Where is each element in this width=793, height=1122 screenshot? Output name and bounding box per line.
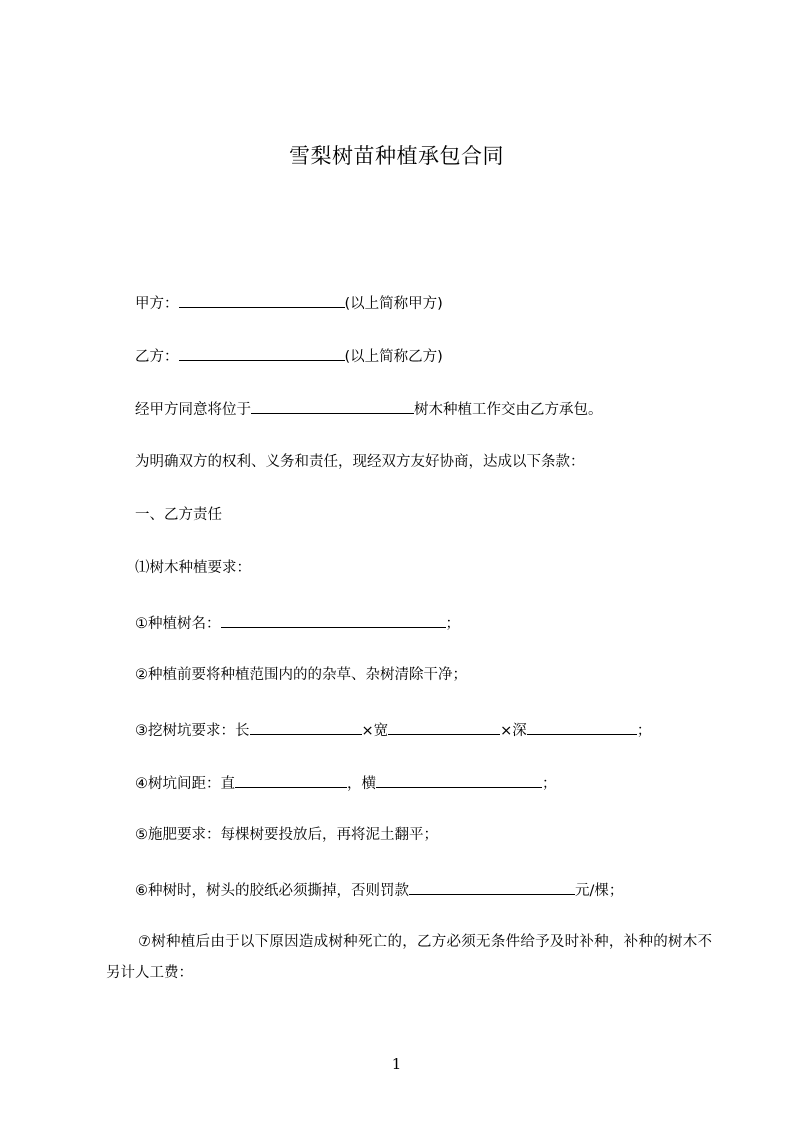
item-3 bbox=[135, 719, 651, 741]
item-1-prefix: ①种植树名： bbox=[135, 616, 221, 632]
intro-line bbox=[135, 398, 603, 420]
item-4 bbox=[135, 772, 557, 794]
intro-suffix: 树木种植工作交由乙方承包。 bbox=[414, 402, 603, 418]
width-blank bbox=[388, 719, 500, 735]
item-2: ②种植前要将种植范围内的的杂草、杂树清除干净； bbox=[135, 667, 467, 683]
party-b-blank bbox=[179, 345, 345, 361]
item-4-mid: ，横 bbox=[347, 776, 376, 792]
subsection-heading: ⑴树木种植要求： bbox=[135, 560, 251, 576]
item-3-suffix: ； bbox=[636, 723, 652, 739]
party-a-blank bbox=[179, 292, 345, 308]
tree-name-blank bbox=[221, 612, 446, 628]
item-1-suffix: ； bbox=[445, 616, 460, 632]
item-6-suffix: 元/棵； bbox=[575, 883, 624, 899]
item-3-prefix: ③挖树坑要求：长 bbox=[135, 723, 250, 739]
item-6 bbox=[135, 879, 623, 901]
item-3-depth-label: ×深 bbox=[500, 723, 527, 739]
section-heading: 一、乙方责任 bbox=[135, 507, 222, 523]
purpose-line: 为明确双方的权利、义务和责任，现经双方友好协商，达成以下条款： bbox=[135, 454, 585, 470]
item-5: ⑤施肥要求：每棵树要投放后，再将泥土翻平； bbox=[135, 827, 438, 843]
item-1 bbox=[135, 612, 460, 634]
location-blank bbox=[251, 398, 414, 414]
depth-blank bbox=[527, 719, 637, 735]
fine-amount-blank bbox=[409, 879, 575, 895]
party-b-suffix: (以上简称乙方) bbox=[344, 349, 443, 365]
page-number: 1 bbox=[391, 1055, 402, 1073]
horizontal-spacing-blank bbox=[376, 772, 542, 788]
length-blank bbox=[250, 719, 362, 735]
party-a-suffix: (以上简称甲方) bbox=[344, 296, 443, 312]
intro-prefix: 经甲方同意将位于 bbox=[135, 402, 251, 418]
item-4-prefix: ④树坑间距：直 bbox=[135, 776, 235, 792]
item-7: ⑦树种植后由于以下原因造成树种死亡的，乙方必须无条件给予及时补种，补种的树木不另计人工费： bbox=[106, 934, 712, 981]
document-title: 雪梨树苗种植承包合同 bbox=[289, 144, 504, 168]
party-a-line bbox=[135, 292, 443, 314]
item-3-width-label: ×宽 bbox=[361, 723, 389, 739]
item-6-prefix: ⑥种树时，树头的胶纸必须撕掉，否则罚款 bbox=[135, 883, 409, 899]
vertical-spacing-blank bbox=[235, 772, 347, 788]
party-b-line bbox=[135, 345, 443, 367]
party-a-label: 甲方： bbox=[135, 296, 179, 312]
party-b-label: 乙方： bbox=[135, 349, 179, 365]
item-4-suffix: ； bbox=[542, 776, 557, 792]
